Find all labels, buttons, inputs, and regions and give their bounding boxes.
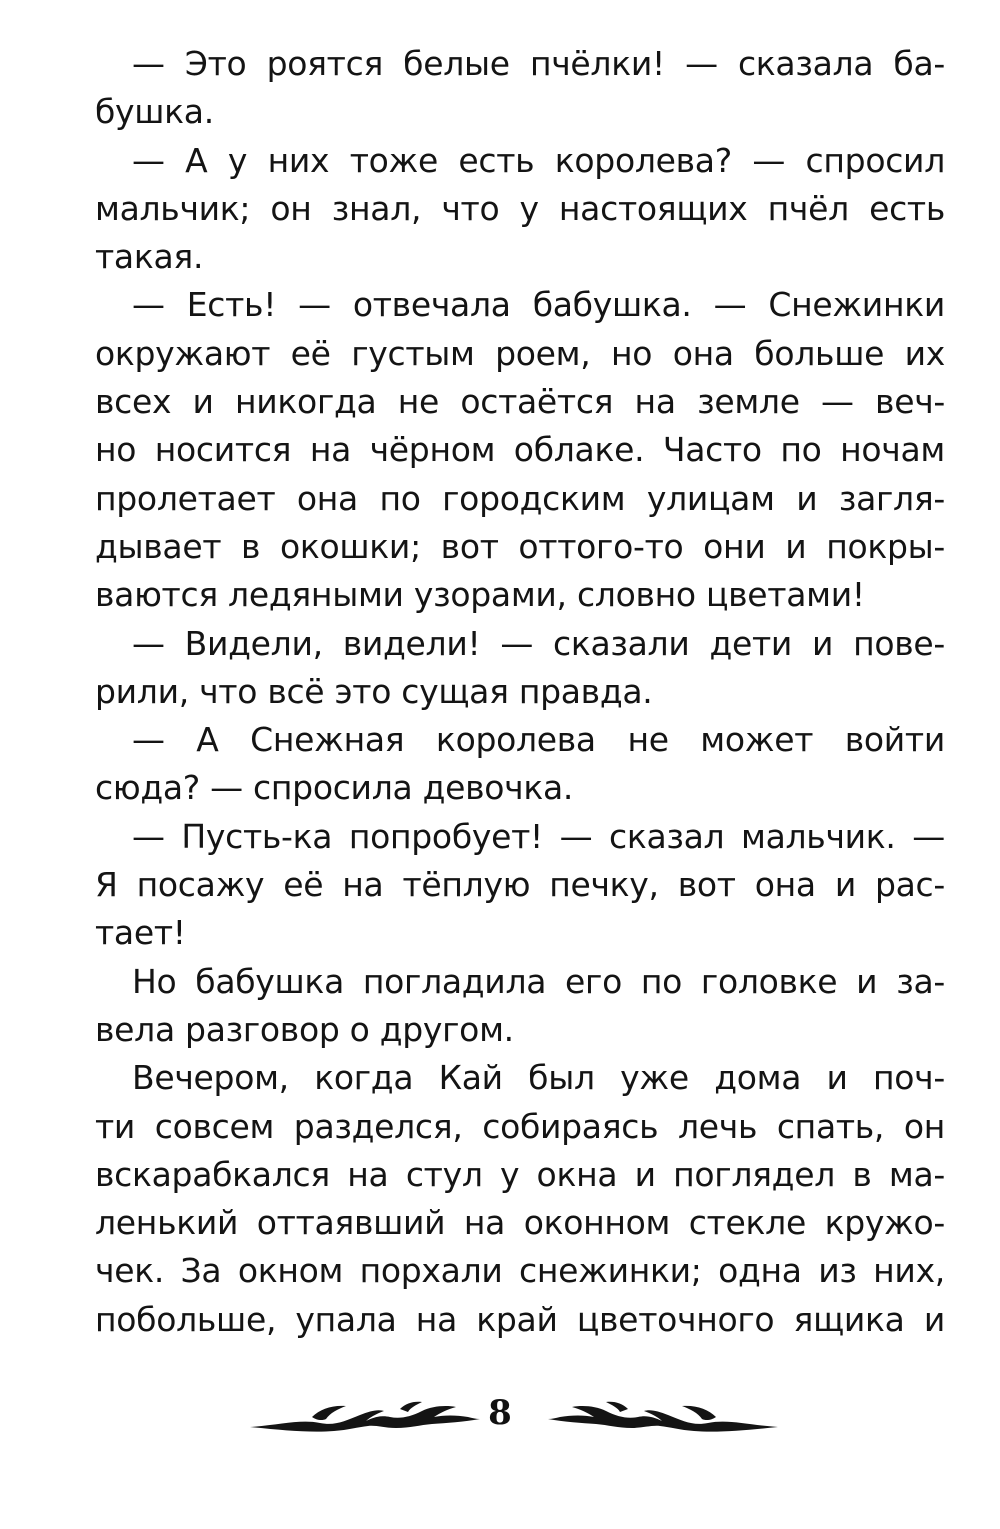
text-line: — А у них тоже есть королева? — спросил <box>132 140 945 180</box>
text-line: Но бабушка погладила его по головке и за- <box>132 961 945 1001</box>
page-number: 8 <box>488 1393 512 1433</box>
text-line: такая. <box>95 237 204 277</box>
text-line: окружают её густым роем, но она больше их <box>95 333 945 373</box>
text-line: Я посажу её на тёплую печку, вот она и рас- <box>95 865 945 905</box>
text-line: пролетает она по городским улицам и загля- <box>95 478 945 518</box>
flourish-ornament-left-icon <box>250 1397 480 1437</box>
text-line: побольше, упала на край цветочного ящика и <box>95 1299 945 1339</box>
text-line: но носится на чёрном облаке. Часто по ночам <box>95 430 945 470</box>
text-line: — Пусть-ка попробует! — сказал мальчик. — <box>132 816 945 856</box>
text-line: ваются ледяными узорами, словно цветами! <box>95 575 865 615</box>
page-footer <box>0 1385 1000 1455</box>
text-line: — Есть! — отвечала бабушка. — Снежинки <box>132 285 945 325</box>
text-line: вела разговор о другом. <box>95 1009 514 1049</box>
text-line: бушка. <box>95 92 214 132</box>
text-line: сюда? — спросила девочка. <box>95 768 574 808</box>
text-line: мальчик; он знал, что у настоящих пчёл есть <box>95 188 945 228</box>
text-line: чек. За окном порхали снежинки; одна из них, <box>95 1251 945 1291</box>
flourish-ornament-right-icon <box>548 1397 778 1437</box>
text-line: Вечером, когда Кай был уже дома и поч- <box>132 1058 945 1098</box>
page-text <box>95 40 945 1344</box>
text-line: — Это роятся белые пчёлки! — сказала ба- <box>132 44 945 83</box>
text-line: — А Снежная королева не может войти <box>132 720 945 760</box>
text-line: ленький оттаявший на оконном стекле кружо- <box>95 1203 945 1243</box>
text-line: всех и никогда не остаётся на земле — веч- <box>95 382 945 422</box>
text-line: рили, что всё это сущая правда. <box>95 671 653 711</box>
text-line: тает! <box>95 913 186 953</box>
text-line: ти совсем разделся, собираясь лечь спать, он <box>95 1106 945 1146</box>
text-line: — Видели, видели! — сказали дети и пове- <box>132 623 945 663</box>
text-line: вскарабкался на стул у окна и поглядел в ма- <box>95 1154 945 1194</box>
text-line: дывает в окошки; вот оттого-то они и покры- <box>95 526 945 566</box>
